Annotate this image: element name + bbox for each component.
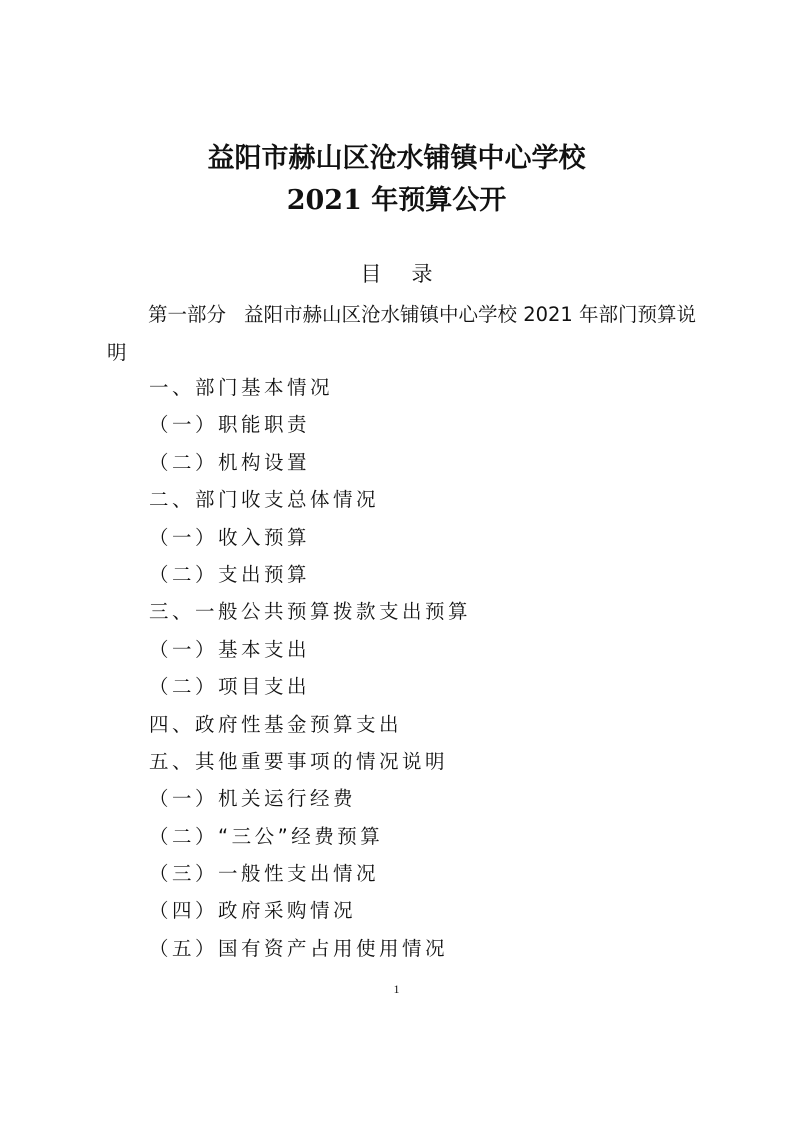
toc-section-item: 五、其他重要事项的情况说明: [149, 749, 449, 773]
toc-section-item: 一、部门基本情况: [149, 376, 334, 399]
toc-part-heading: [107, 296, 707, 372]
toc-part-title: 益阳市赫山区沧水铺镇中心学校 2021 年部门预算说明: [107, 303, 697, 364]
page-number: 1: [393, 982, 400, 996]
toc-subsection-item: （一）收入预算: [149, 525, 311, 549]
toc-subsection-item: （四）政府采购情况: [149, 899, 357, 923]
toc-subsection-item: （二）项目支出: [149, 675, 311, 699]
toc-part-label: 第一部分: [148, 303, 227, 326]
toc-subsection-item: （一）基本支出: [149, 637, 311, 661]
toc-section-item: 三、一般公共预算拨款支出预算: [149, 600, 472, 624]
document-title: 益阳市赫山区沧水铺镇中心学校: [207, 143, 586, 174]
toc-subsection-item: （二）“三公”经费预算: [149, 824, 384, 848]
toc-subsection-item: （二）机构设置: [149, 450, 311, 474]
toc-subsection-item: （三）一般性支出情况: [149, 862, 380, 886]
document-subtitle: 2021 年预算公开: [286, 185, 507, 216]
toc-heading: 目录: [360, 262, 463, 286]
toc-section-item: 二、部门收支总体情况: [149, 488, 380, 512]
toc-list: [0, 369, 793, 967]
toc-subsection-item: （五）国有资产占用使用情况: [149, 936, 449, 960]
toc-subsection-item: （二）支出预算: [149, 562, 311, 586]
toc-subsection-item: （一）机关运行经费: [149, 787, 357, 811]
toc-subsection-item: （一）职能职责: [149, 413, 311, 437]
toc-section-item: 四、政府性基金预算支出: [149, 712, 403, 736]
